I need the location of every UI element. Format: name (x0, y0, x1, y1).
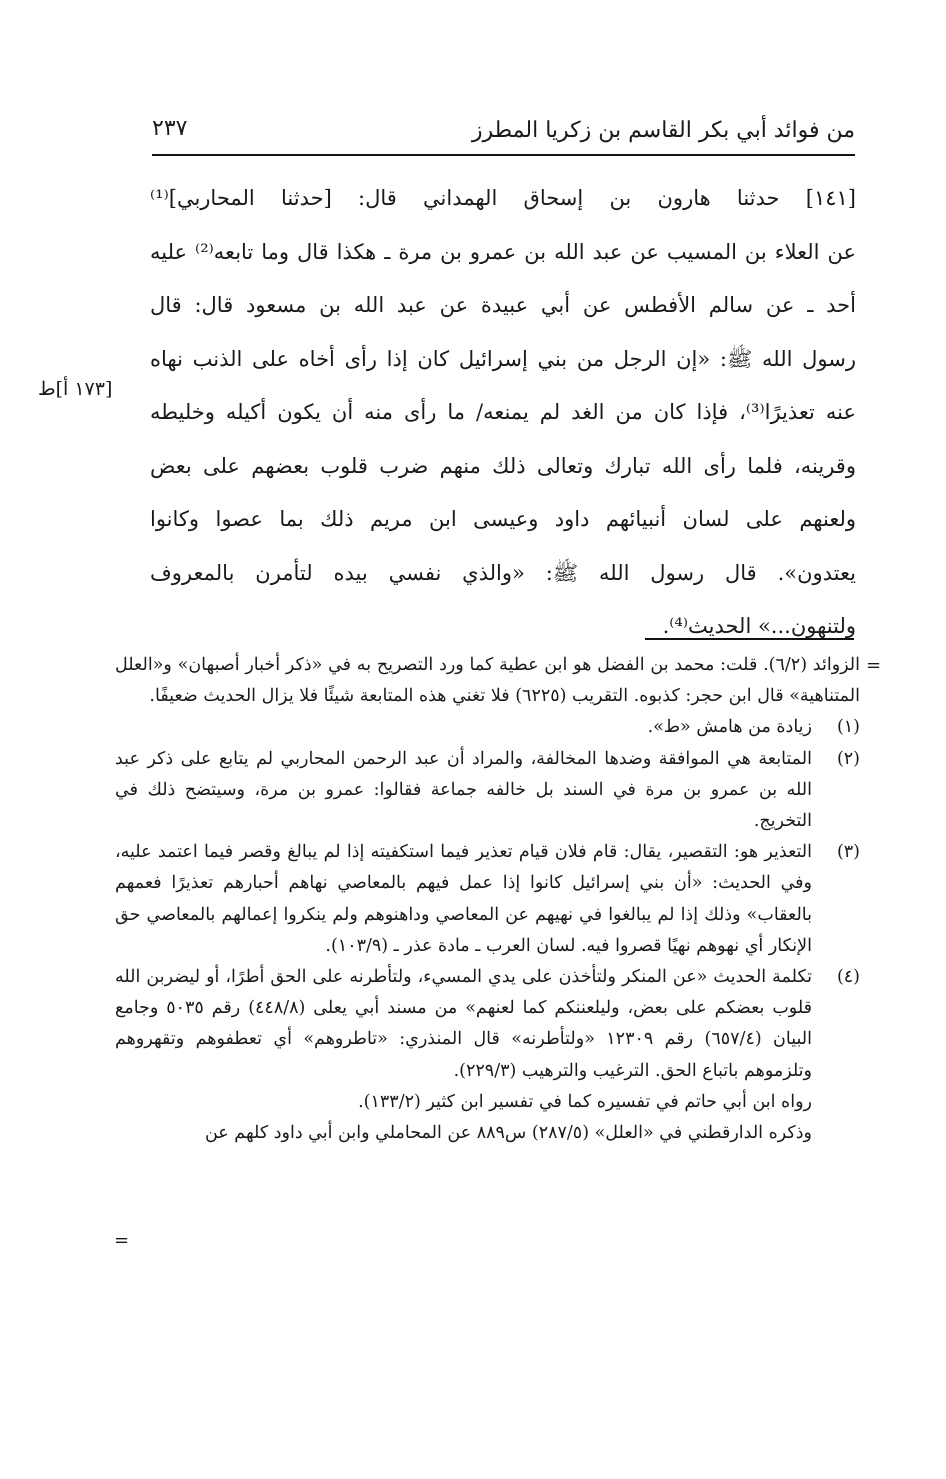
footnote-number: (١) (836, 717, 860, 738)
text-line-7: ولعنهم على لسان أنبيائهم داود وعيسى ابن مريم ذلك بما عصوا وكانوا (150, 507, 856, 531)
continuation-mark-top: = (866, 655, 882, 676)
text-line-8: يعتدون». قال رسول الله ﷺ: «والذي نفسي بيده لتأمرن بالمعروف (150, 560, 856, 585)
text-line-6: وقرينه، فلما رأى الله تبارك وتعالى ذلك منهم ضرب قلوب بعضهم على بعض (150, 453, 856, 478)
footnote-text: رواه ابن أبي حاتم في تفسيره كما في تفسير ابن كثير (١٣٣/٢). (358, 1091, 812, 1112)
footnote-1 (115, 712, 860, 743)
text-line-3: أحد ـ عن سالم الأفطس عن أبي عبيدة عن عبد الله بن مسعود قال: قال (150, 293, 856, 317)
text-line-1: [١٤١] حدثنا هارون بن إسحاق الهمداني قال: [حدثنا المحاربي]⁽¹⁾ (150, 186, 856, 210)
footnote-text: تكلمة الحديث «عن المنكر ولتأخذن على يدي المسيء، ولتأطرنه على الحق أطرًا، أو ليضربن الله قلوب بعضكم على بعض، وليلعننكم كما لعنهم» من مسند أبي يعلى (٤٤٨/٨) رقم ٥٠٣٥ وجامع البيان (٦٥٧/٤) رقم ١٢٣٠٩ «ولتأطرنه» قال المنذري: «تاطروهم» أي تعطفوهم وتقهروهم وتلزموهم باتباع الحق. الترغيب والترهيب (٢٢٩/٣). (115, 967, 812, 1081)
text-line-2: عن العلاء بن المسيب عن عبد الله بن عمرو بن مرة ـ هكذا قال وما تابعه⁽²⁾ عليه (150, 239, 856, 264)
footnotes (115, 650, 860, 1149)
footnote-3 (115, 837, 860, 962)
footnote-text: زيادة من هامش «ط». (647, 717, 812, 738)
footnote-number: (٤) (836, 967, 860, 988)
footnote-continuation (115, 650, 860, 712)
book-title: من فوائد أبي بكر القاسم بن زكريا المطرز (471, 118, 855, 143)
text-line-9: ولتنهون...» الحديث⁽⁴⁾. (662, 614, 856, 638)
text-line-4: رسول الله ﷺ: «إن الرجل من بني إسرائيل كان إذا رأى أخاه على الذنب نهاه (150, 346, 856, 371)
footnote-4-extra-2 (115, 1118, 860, 1149)
manuscript-folio-marker: [١٧٣ أ]ط (38, 378, 113, 400)
footnote-text: المتابعة هي الموافقة وضدها المخالفة، والمراد أن عبد الرحمن المحاربي لم يتابع على ذكر عبد الله بن عمرو بن مرة في السند بل خالفه جماعة فقالوا: عمرو بن مرة، وسيتضح ذلك في التخريج. (115, 748, 812, 832)
footnote-4-extra-1 (115, 1087, 860, 1118)
footnote-number: (٣) (836, 842, 860, 863)
footnote-number: (٢) (836, 748, 860, 769)
footnote-2 (115, 744, 860, 838)
footnote-text: التعذير هو: التقصير، يقال: قام فلان قيام تعذير فيما استكفيته إذا لم يبالغ وقصر فيما اعتمد عليه، وفي الحديث: «أن بني إسرائيل كانوا إذا عمل فيهم بالمعاصي نهاهم أحبارهم تعذيرًا فعمهم بالعقاب» وذلك إذا لم يبالغوا في نهيهم عن المعاصي وداهنوهم ولم ينكروا إعمالهم بالمعاصي حق الإنكار أي نهوهم نهيًا قصروا فيه. لسان العرب ـ مادة عذر ـ (١٠٣/٩). (115, 842, 812, 956)
page-number: ٢٣٧ (152, 116, 188, 141)
continuation-mark-bottom: = (114, 1230, 130, 1251)
running-header (152, 112, 855, 156)
main-text (150, 172, 856, 654)
footnote-separator (645, 638, 854, 640)
footnote-text: وذكره الدارقطني في «العلل» (٢٨٧/٥) س٨٨٩ عن المحاملي وابن أبي داود كلهم عن (204, 1123, 812, 1144)
footnote-continuation-text: الزوائد (٦/٢). قلت: محمد بن الفضل هو ابن عطية كما ورد التصريح به في «ذكر أخبار أصبهان» و«العلل المتناهية» قال ابن حجر: كذبوه. التقريب (٦٢٢٥) فلا تغني هذه المتابعة شيئًا فلا يزال الحديث ضعيفًا. (115, 655, 860, 707)
footnote-4 (115, 962, 860, 1087)
text-line-5: عنه تعذيرًا⁽³⁾، فإذا كان من الغد لم يمنعه/ ما رأى منه أن يكون أكيله وخليطه (150, 400, 856, 424)
